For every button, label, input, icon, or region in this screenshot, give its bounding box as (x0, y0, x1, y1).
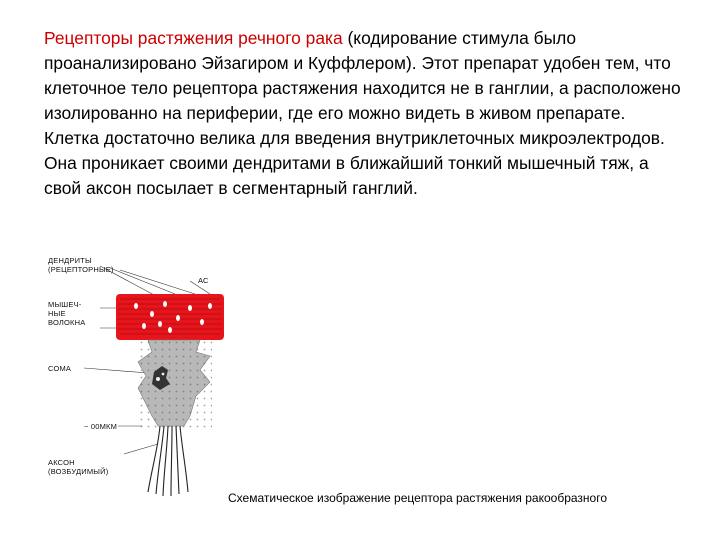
label-axon: АКСОН (ВОЗБУДИМЫЙ) (48, 458, 109, 476)
label-ac: АС (198, 276, 209, 285)
label-muscle-fibers: МЫШЕЧ- НЫЕ ВОЛОКНА (48, 300, 86, 327)
slide-body-text (44, 26, 684, 201)
slide-description: (кодирование стимула было проанализировано Эйзагиром и Куффлером). Этот препарат удобен тем, что клеточное тело рецептора растяжения находится не в ганглии, а расположено изолированно на периферии, где его можно видеть в живом препарате. Клетка достаточно велика для введения внутриклеточных микроэлектродов. Она проникает своими дендритами в ближайший тонкий мышечный тяж, а свой аксон посылает в сегментарный ганглий. (44, 28, 681, 198)
label-scale: ~ 00МКМ (84, 422, 118, 431)
label-dendrites: ДЕНДРИТЫ (РЕЦЕПТОРНЫЕ) (48, 256, 114, 274)
figure-caption: Схематическое изображение рецептора растяжения ракообразного (228, 491, 607, 505)
stretch-receptor-figure (40, 248, 280, 508)
muscle-fiber-bundle (116, 294, 224, 340)
slide-heading: Рецепторы растяжения речного рака (44, 28, 343, 48)
label-soma: СОМА (48, 364, 72, 373)
